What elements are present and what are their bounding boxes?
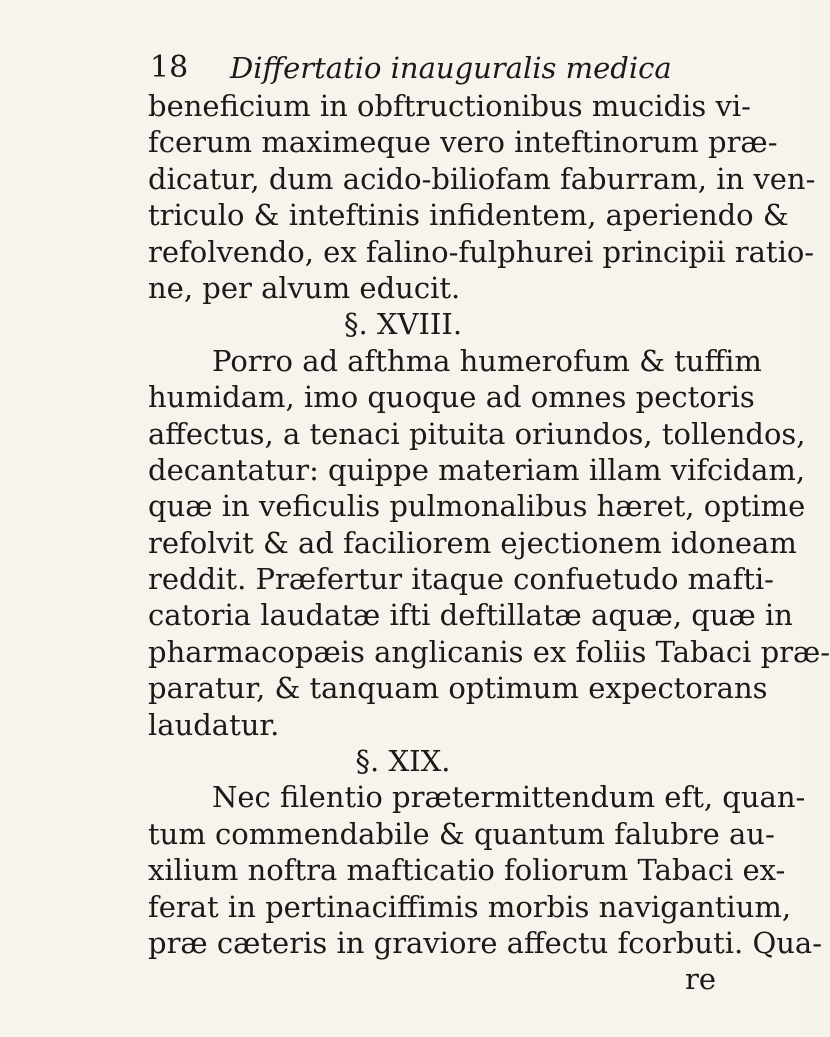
text-line: fcerum maximeque vero inteftinorum præ- [148,125,778,160]
text-line: catoria laudatæ ifti deftillatæ aquæ, quæ in [148,598,793,633]
text-line: Nec filentio prætermittendum eft, quan- [212,780,806,815]
section-heading-19: §. XIX. [355,744,451,779]
text-line: affectus, a tenaci pituita oriundos, tollendos, [148,416,806,451]
text-line: beneficium in obftructionibus mucidis vi- [148,89,751,123]
catchword: re [684,962,716,997]
text-line: refolvit & ad faciliorem ejectionem idoneam [148,525,797,560]
running-title: Differtatio inauguralis medica [230,51,672,85]
page-header [150,48,710,88]
text-line: triculo & inteftinis infidentem, aperiendo & [148,198,789,233]
text-line: ferat in pertinaciffimis morbis navigantium, [148,889,792,924]
body-text [148,88,830,998]
text-line: humidam, imo quoque ad omnes pectoris [148,380,755,415]
text-line: paratur, & tanquam optimum expectorans [148,671,768,706]
text-line: ne, per alvum educit. [148,270,461,305]
text-line: Porro ad afthma humerofum & tuffim [212,343,762,378]
text-line: xilium noftra mafticatio foliorum Tabaci ex- [148,853,786,888]
text-line: præ cæteris in graviore affectu fcorbuti. Qua- [148,925,822,960]
text-line: laudatur. [148,707,280,742]
text-line: tum commendabile & quantum falubre au- [148,816,775,851]
text-line: pharmacopæis anglicanis ex foliis Tabaci præ- [148,634,830,669]
section-heading-18: §. XVIII. [343,307,463,342]
text-line: reddit. Præfertur itaque confuetudo mafti- [148,562,774,597]
text-line: decantatur: quippe materiam illam vifcidam, [148,452,806,487]
text-line: refolvendo, ex falino-fulphurei principii ratio- [148,234,815,269]
text-line: dicatur, dum acido-biliofam faburram, in ven- [148,161,816,196]
text-line: quæ in veficulis pulmonalibus hæret, optime [148,489,806,524]
page-number: 18 [150,50,189,85]
